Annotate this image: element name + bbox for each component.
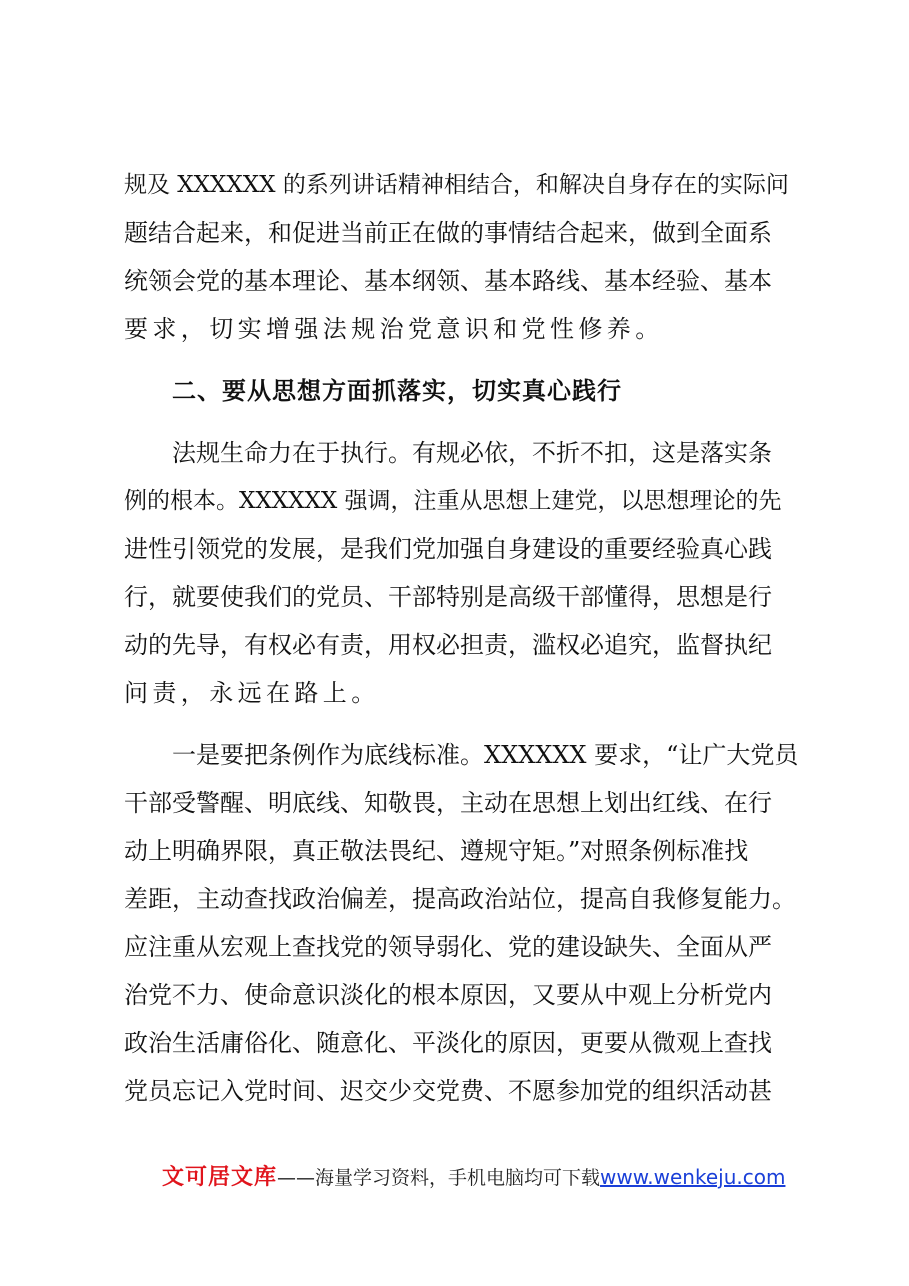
- paragraph-2-line-3: 进性引领党的发展，是我们党加强自身建设的重要经验真心践: [124, 535, 772, 563]
- paragraph-3-line-8: 党员忘记入党时间、迟交少交党费、不愿参加党的组织活动甚: [124, 1077, 772, 1105]
- paragraph-3-line-7: 政治生活庸俗化、随意化、平淡化的原因，更要从微观上查找: [124, 1029, 772, 1057]
- footer-tagline: ——海量学习资料，手机电脑均可下载: [277, 1167, 601, 1189]
- footer-brand: 文可居文库: [162, 1165, 278, 1190]
- paragraph-3-line-2: 干部受警醒、明底线、知敬畏，主动在思想上划出红线、在行: [124, 789, 772, 817]
- paragraph-2-line-1: 法规生命力在于执行。有规必依，不折不扣，这是落实条: [172, 439, 772, 467]
- section-heading-2: 二、要从思想方面抓落实，切实真心践行: [172, 377, 622, 405]
- paragraph-3-line-5: 应注重从宏观上查找党的领导弱化、党的建设缺失、全面从严: [124, 933, 772, 961]
- paragraph-1-line-2: 题结合起来，和促进当前正在做的事情结合起来，做到全面系: [124, 219, 772, 247]
- paragraph-1-line-4: 要求，切实增强法规治党意识和党性修养。: [124, 315, 664, 343]
- paragraph-2-line-5: 动的先导，有权必有责，用权必担责，滥权必追究，监督执纪: [124, 631, 772, 659]
- paragraph-3-line-6: 治党不力、使命意识淡化的根本原因，又要从中观上分析党内: [124, 981, 772, 1009]
- footer-banner: [162, 1164, 785, 1191]
- paragraph-2-line-6: 问责，永远在路上。: [124, 679, 380, 707]
- paragraph-3-line-4: 差距，主动查找政治偏差，提高政治站位，提高自我修复能力。: [124, 885, 796, 913]
- footer-url-link[interactable]: www.wenkeju.com: [600, 1165, 786, 1189]
- paragraph-2-line-2: 例的根本。XXXXXX 强调，注重从思想上建党，以思想理论的先: [124, 488, 782, 514]
- paragraph-1-line-1: 规及 XXXXXX 的系列讲话精神相结合，和解决自身存在的实际问: [124, 172, 789, 198]
- paragraph-3-line-1: 一是要把条例作为底线标准。XXXXXX 要求，“让广大党员: [172, 741, 799, 769]
- paragraph-3-line-3: 动上明确界限，真正敬法畏纪、遵规守矩。”对照条例标准找: [124, 837, 749, 865]
- paragraph-1-line-3: 统领会党的基本理论、基本纲领、基本路线、基本经验、基本: [124, 267, 772, 295]
- paragraph-2-line-4: 行，就要使我们的党员、干部特别是高级干部懂得，思想是行: [124, 583, 772, 611]
